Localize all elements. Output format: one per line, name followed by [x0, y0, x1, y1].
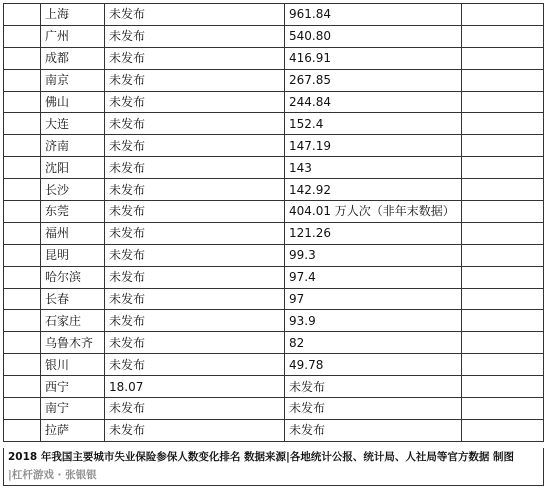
value-2018-cell: 未发布 — [285, 398, 462, 420]
city-cell: 沈阳 — [41, 157, 105, 179]
row-index-cell — [4, 179, 41, 201]
value-2017-cell: 未发布 — [105, 47, 285, 69]
change-cell — [462, 47, 544, 69]
change-cell — [462, 201, 544, 223]
value-2018-cell: 142.92 — [285, 179, 462, 201]
change-cell — [462, 419, 544, 441]
change-cell — [462, 179, 544, 201]
value-2018-cell: 267.85 — [285, 69, 462, 91]
value-2018-cell: 540.80 — [285, 25, 462, 47]
table-caption — [3, 448, 544, 486]
city-cell: 长沙 — [41, 179, 105, 201]
row-index-cell — [4, 91, 41, 113]
city-cell: 西宁 — [41, 376, 105, 398]
change-cell — [462, 310, 544, 332]
table-row — [4, 266, 544, 288]
change-cell — [462, 376, 544, 398]
value-2018-cell: 152.4 — [285, 113, 462, 135]
city-cell: 东莞 — [41, 201, 105, 223]
value-2018-cell: 404.01 万人次（非年末数据） — [285, 201, 462, 223]
value-2018-cell: 97.4 — [285, 266, 462, 288]
change-cell — [462, 69, 544, 91]
table-body — [4, 4, 544, 442]
value-2018-cell: 143 — [285, 157, 462, 179]
value-2017-cell: 未发布 — [105, 113, 285, 135]
city-cell: 广州 — [41, 25, 105, 47]
value-2017-cell: 未发布 — [105, 179, 285, 201]
row-index-cell — [4, 398, 41, 420]
city-cell: 大连 — [41, 113, 105, 135]
caption-watermark: |杠杆游戏 · 张银银 — [8, 469, 97, 481]
city-cell: 昆明 — [41, 244, 105, 266]
value-2017-cell: 未发布 — [105, 4, 285, 26]
table-row — [4, 288, 544, 310]
table-row — [4, 69, 544, 91]
change-cell — [462, 354, 544, 376]
value-2017-cell: 未发布 — [105, 135, 285, 157]
value-2018-cell: 99.3 — [285, 244, 462, 266]
city-cell: 拉萨 — [41, 419, 105, 441]
table-row — [4, 244, 544, 266]
value-2018-cell: 82 — [285, 332, 462, 354]
value-2017-cell: 未发布 — [105, 201, 285, 223]
table-row — [4, 222, 544, 244]
table-row — [4, 419, 544, 441]
change-cell — [462, 91, 544, 113]
table-row — [4, 4, 544, 26]
value-2018-cell: 961.84 — [285, 4, 462, 26]
value-2017-cell: 未发布 — [105, 69, 285, 91]
table-row — [4, 376, 544, 398]
value-2018-cell: 49.78 — [285, 354, 462, 376]
row-index-cell — [4, 113, 41, 135]
row-index-cell — [4, 157, 41, 179]
caption-text: 2018 年我国主要城市失业保险参保人数变化排名 数据来源|各地统计公报、统计局、人社局等官方数据 制图 — [8, 451, 515, 463]
row-index-cell — [4, 376, 41, 398]
value-2017-cell: 未发布 — [105, 157, 285, 179]
change-cell — [462, 4, 544, 26]
row-index-cell — [4, 69, 41, 91]
change-cell — [462, 157, 544, 179]
table-row — [4, 91, 544, 113]
city-cell: 济南 — [41, 135, 105, 157]
value-2017-cell: 未发布 — [105, 25, 285, 47]
row-index-cell — [4, 244, 41, 266]
value-2017-cell: 未发布 — [105, 310, 285, 332]
city-cell: 石家庄 — [41, 310, 105, 332]
row-index-cell — [4, 310, 41, 332]
value-2017-cell: 未发布 — [105, 266, 285, 288]
value-2017-cell: 未发布 — [105, 332, 285, 354]
unemployment-insurance-table — [3, 3, 544, 442]
change-cell — [462, 135, 544, 157]
city-cell: 南京 — [41, 69, 105, 91]
table-row — [4, 113, 544, 135]
value-2017-cell: 未发布 — [105, 419, 285, 441]
change-cell — [462, 332, 544, 354]
value-2017-cell: 未发布 — [105, 288, 285, 310]
table-row — [4, 201, 544, 223]
table-row — [4, 179, 544, 201]
value-2017-cell: 未发布 — [105, 398, 285, 420]
value-2018-cell: 未发布 — [285, 376, 462, 398]
row-index-cell — [4, 222, 41, 244]
table-row — [4, 47, 544, 69]
row-index-cell — [4, 4, 41, 26]
value-2017-cell: 未发布 — [105, 244, 285, 266]
city-cell: 长春 — [41, 288, 105, 310]
city-cell: 南宁 — [41, 398, 105, 420]
city-cell: 福州 — [41, 222, 105, 244]
table-row — [4, 398, 544, 420]
city-cell: 乌鲁木齐 — [41, 332, 105, 354]
value-2018-cell: 147.19 — [285, 135, 462, 157]
city-cell: 哈尔滨 — [41, 266, 105, 288]
table-row — [4, 25, 544, 47]
table-row — [4, 157, 544, 179]
row-index-cell — [4, 25, 41, 47]
city-cell: 成都 — [41, 47, 105, 69]
table-row — [4, 354, 544, 376]
row-index-cell — [4, 419, 41, 441]
value-2017-cell: 未发布 — [105, 354, 285, 376]
row-index-cell — [4, 135, 41, 157]
table-row — [4, 310, 544, 332]
change-cell — [462, 25, 544, 47]
row-index-cell — [4, 332, 41, 354]
value-2017-cell: 18.07 — [105, 376, 285, 398]
table-row — [4, 135, 544, 157]
change-cell — [462, 244, 544, 266]
value-2018-cell: 244.84 — [285, 91, 462, 113]
change-cell — [462, 113, 544, 135]
change-cell — [462, 222, 544, 244]
city-cell: 银川 — [41, 354, 105, 376]
city-cell: 上海 — [41, 4, 105, 26]
value-2018-cell: 416.91 — [285, 47, 462, 69]
value-2018-cell: 未发布 — [285, 419, 462, 441]
value-2017-cell: 未发布 — [105, 222, 285, 244]
value-2018-cell: 97 — [285, 288, 462, 310]
row-index-cell — [4, 354, 41, 376]
value-2018-cell: 121.26 — [285, 222, 462, 244]
row-index-cell — [4, 201, 41, 223]
row-index-cell — [4, 266, 41, 288]
row-index-cell — [4, 288, 41, 310]
row-index-cell — [4, 47, 41, 69]
city-cell: 佛山 — [41, 91, 105, 113]
value-2017-cell: 未发布 — [105, 91, 285, 113]
change-cell — [462, 266, 544, 288]
change-cell — [462, 398, 544, 420]
change-cell — [462, 288, 544, 310]
table-row — [4, 332, 544, 354]
value-2018-cell: 93.9 — [285, 310, 462, 332]
